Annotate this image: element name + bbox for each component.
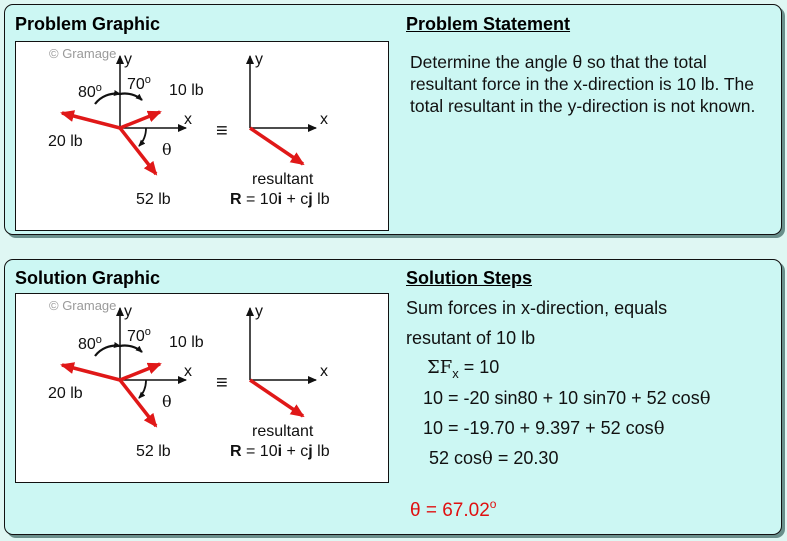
resultant-x-label: x [320, 111, 328, 128]
force-52lb-arrow [120, 380, 156, 426]
force-20lb-arrow [62, 113, 120, 128]
theta-label: θ [162, 140, 172, 159]
copyright-text: © Gramage [49, 298, 117, 313]
force-52lb-label: 52 lb [136, 443, 171, 460]
resultant-equation: R = 10i + cj lb [230, 443, 330, 460]
step-equation-3: 10 = -19.70 + 9.397 + 52 cosθ [423, 418, 665, 439]
problem-statement-text: Determine the angle θ so that the total resultant force in the x-direction is 10 lb. The total resultant in the y-direction is not known. [410, 52, 756, 116]
y-axis-label: y [124, 51, 132, 68]
angle-70-arc [120, 94, 142, 100]
resultant-label: resultant [252, 423, 314, 440]
angle-70-arc [120, 346, 142, 352]
angle-70-label: 70$^o$ [127, 74, 151, 93]
resultant-arrow [250, 380, 303, 416]
final-result: $\theta = 67.02^o$ [410, 497, 497, 521]
theta-label: θ [162, 392, 172, 411]
step-line-1: Sum forces in x-direction, equals [406, 298, 668, 318]
theta-arc [139, 128, 146, 146]
problem-graphic-title: Problem Graphic [15, 14, 161, 34]
solution-panel [4, 259, 782, 535]
force-52lb-arrow [120, 128, 156, 174]
solution-graphic-title: Solution Graphic [15, 268, 161, 288]
force-52lb-label: 52 lb [136, 191, 171, 208]
angle-80-arc [95, 94, 120, 104]
resultant-y-label: y [255, 51, 263, 68]
force-20lb-arrow [62, 365, 120, 380]
force-10lb-label: 10 lb [169, 82, 204, 99]
force-diagram-solution [16, 294, 388, 482]
x-axis-label: x [184, 111, 192, 128]
problem-graphic [15, 41, 389, 231]
resultant-arrow [250, 128, 303, 164]
equivalence-symbol: ≡ [216, 120, 228, 142]
resultant-x-label: x [320, 363, 328, 380]
resultant-equation: R = 10i + cj lb [230, 191, 330, 208]
step-line-2: resutant of 10 lb [406, 328, 536, 348]
step-equation-sum: $\Sigma F_x = 10$ [427, 357, 500, 381]
y-axis-label: y [124, 303, 132, 320]
solution-steps-title: Solution Steps [406, 268, 532, 288]
step-equation-2: 10 = -20 sin80 + 10 sin70 + 52 cosθ [423, 388, 711, 409]
theta-arc [139, 380, 146, 398]
angle-80-arc [95, 346, 120, 356]
angle-80-label: 80$^o$ [78, 82, 102, 101]
force-diagram [16, 42, 388, 230]
angle-70-label: 70$^o$ [127, 326, 151, 345]
angle-80-label: 80$^o$ [78, 334, 102, 353]
copyright-text: © Gramage [49, 46, 117, 61]
problem-panel [4, 4, 782, 235]
equivalence-symbol: ≡ [216, 372, 228, 394]
problem-statement-title: Problem Statement [406, 14, 571, 34]
step-equation-4: 52 cosθ = 20.30 [429, 448, 559, 469]
force-20lb-label: 20 lb [48, 385, 83, 402]
force-20lb-label: 20 lb [48, 133, 83, 150]
force-10lb-label: 10 lb [169, 334, 204, 351]
resultant-y-label: y [255, 303, 263, 320]
x-axis-label: x [184, 363, 192, 380]
resultant-label: resultant [252, 171, 314, 188]
force-10lb-arrow [120, 112, 160, 128]
solution-graphic [15, 293, 389, 483]
force-10lb-arrow [120, 364, 160, 380]
